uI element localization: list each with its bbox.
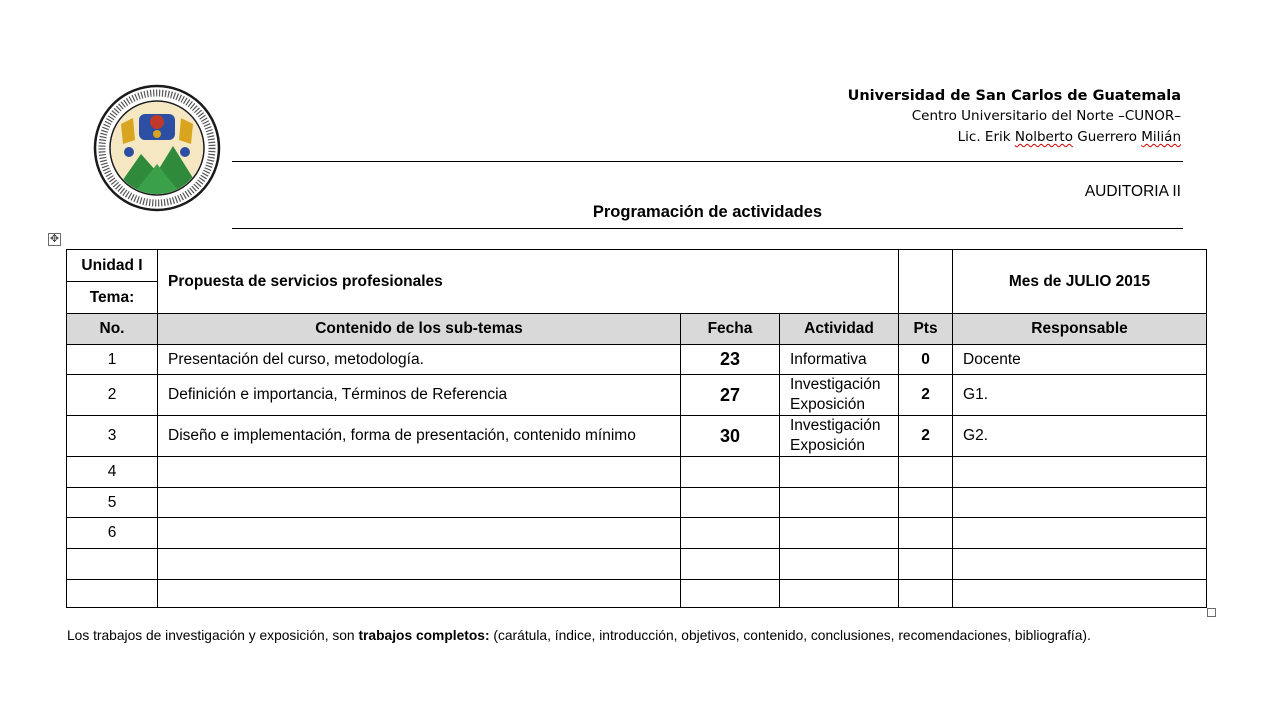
university-seal-logo [93,84,221,212]
row-content: Diseño e implementación, forma de presentación, contenido mínimo [158,416,681,457]
row-content: Definición e importancia, Términos de Referencia [158,375,681,416]
schedule-table [66,249,1207,608]
unit-label: Unidad I [67,250,158,282]
row-points [899,518,953,549]
row-responsible: G2. [953,416,1207,457]
row-activity [780,488,899,518]
table-row [67,549,1207,580]
spellcheck-word[interactable]: Nolberto [1014,129,1073,145]
course-name: AUDITORIA II [1084,183,1181,200]
document-header [848,86,1181,148]
footnote-text-1: Los trabajos de investigación y exposición, son [67,628,359,643]
document-title: Programación de actividades [592,203,823,221]
row-points [899,549,953,580]
topic-empty-cell [899,250,953,314]
centro-name: Centro Universitario del Norte –CUNOR– [911,108,1181,124]
row-content: Presentación del curso, metodología. [158,345,681,375]
instructor-surname: Guerrero [1072,129,1142,145]
table-row [67,375,1207,416]
row-points: 2 [899,416,953,457]
footnote-text-2: (carátula, índice, introducción, objetivos, contenido, conclusiones, recomendaciones, bibliografía). [489,628,1091,643]
row-responsible [953,580,1207,608]
row-number [67,549,158,580]
row-content [158,518,681,549]
table-row [67,457,1207,488]
row-activity-line1: Investigación [790,376,881,393]
table-row [67,580,1207,608]
month-cell: Mes de JULIO 2015 [953,250,1207,314]
row-points [899,488,953,518]
row-date: 23 [681,345,780,375]
column-header-activity: Actividad [780,314,899,345]
row-activity-line1: Informativa [790,350,867,368]
row-responsible [953,488,1207,518]
row-number: 6 [67,518,158,549]
row-date [681,580,780,608]
row-points: 0 [899,345,953,375]
column-header-content: Contenido de los sub-temas [158,314,681,345]
row-activity [780,549,899,580]
move-icon[interactable]: ✥ [49,233,60,245]
row-points: 2 [899,375,953,416]
row-content [158,457,681,488]
header-rule-top [232,161,1183,162]
table-row [67,488,1207,518]
row-responsible [953,549,1207,580]
footnote [67,627,1147,644]
table-header-row [67,314,1207,345]
row-activity [780,580,899,608]
column-header-points: Pts [899,314,953,345]
column-header-date: Fecha [681,314,780,345]
spellcheck-word[interactable]: Milián [1141,129,1181,145]
resize-icon[interactable] [1207,608,1216,617]
row-activity [780,375,899,416]
row-number: 5 [67,488,158,518]
row-activity-line2: Exposición [790,437,865,454]
table-row [67,416,1207,457]
row-content [158,549,681,580]
instructor-name [848,127,1181,148]
row-number: 2 [67,375,158,416]
row-number: 3 [67,416,158,457]
row-date [681,518,780,549]
row-points [899,580,953,608]
topic-cell: Propuesta de servicios profesionales [158,250,899,314]
column-header-responsible: Responsable [953,314,1207,345]
row-date [681,457,780,488]
row-date [681,488,780,518]
topic-label: Tema: [67,282,158,314]
row-content [158,580,681,608]
column-header-no: No. [67,314,158,345]
row-number [67,580,158,608]
footnote-bold-text: trabajos completos: [358,628,490,643]
row-activity [780,518,899,549]
row-activity [780,345,899,375]
instructor-prefix: Lic. Erik [957,129,1015,145]
row-number: 1 [67,345,158,375]
header-rule-bottom [232,228,1183,229]
row-responsible: Docente [953,345,1207,375]
row-content [158,488,681,518]
row-points [899,457,953,488]
university-name: Universidad de San Carlos de Guatemala [847,88,1181,104]
row-responsible: G1. [953,375,1207,416]
row-activity-line2: Exposición [790,396,865,413]
row-date: 27 [681,375,780,416]
row-date: 30 [681,416,780,457]
row-activity [780,457,899,488]
row-responsible [953,518,1207,549]
row-responsible [953,457,1207,488]
table-row [67,518,1207,549]
row-date [681,549,780,580]
row-activity [780,416,899,457]
row-activity-line1: Investigación [790,417,881,434]
table-row [67,345,1207,375]
row-number: 4 [67,457,158,488]
